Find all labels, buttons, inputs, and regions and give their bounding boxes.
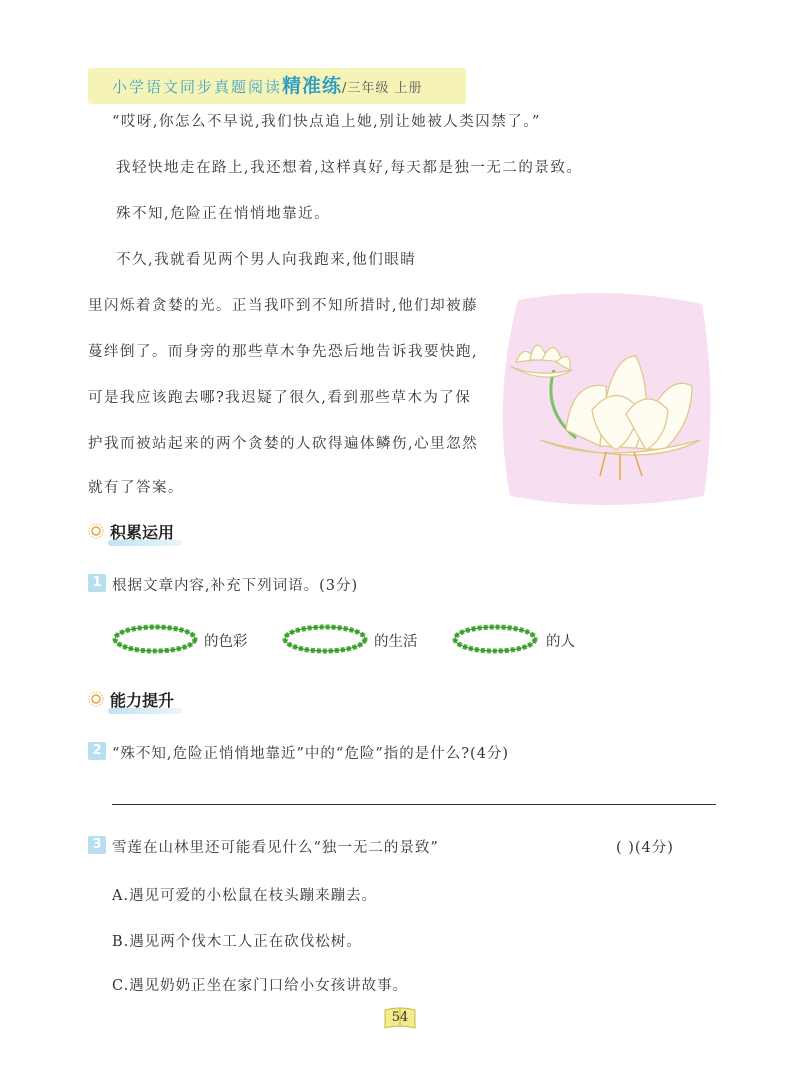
page-number: 54 xyxy=(391,1010,409,1025)
series-title: 小学语文同步真题阅读 xyxy=(112,78,283,96)
answer-bracket-score[interactable]: ( )(4分) xyxy=(616,840,674,856)
story-line-4: 不久,我就看见两个男人向我跑来,他们眼睛 xyxy=(116,252,417,268)
section-heading-improve xyxy=(88,686,182,712)
option-a[interactable]: A.遇见可爱的小松鼠在枝头蹦来蹦去。 xyxy=(112,888,378,904)
wreath-blank-3[interactable] xyxy=(450,622,540,656)
option-c[interactable]: C.遇见奶奶正坐在家门口给小女孩讲故事。 xyxy=(112,978,409,994)
story-line-7: 可是我应该跑去哪?我迟疑了很久,看到那些草木为了保 xyxy=(88,390,472,406)
question-2-text: “殊不知,危险正悄悄地靠近”中的“危险”指的是什么?(4分) xyxy=(112,746,510,762)
answer-line[interactable] xyxy=(112,804,716,805)
question-number: 1 xyxy=(88,574,106,592)
question-1-text: 根据文章内容,补充下列词语。(3分) xyxy=(112,578,359,594)
story-line-3: 殊不知,危险正在悄悄地靠近。 xyxy=(116,206,331,222)
blank-suffix-2: 的生活 xyxy=(374,634,418,650)
blank-suffix-3: 的人 xyxy=(546,634,575,650)
lotus-illustration xyxy=(496,290,714,508)
wreath-blank-2[interactable] xyxy=(280,622,370,656)
question-3-text: 雪莲在山林里还可能看见什么“独一无二的景致” xyxy=(112,840,439,856)
question-number: 3 xyxy=(88,836,106,854)
section-title: 积累运用 xyxy=(108,520,182,543)
sun-deco-icon xyxy=(88,523,104,539)
story-line-6: 蔓绊倒了。而身旁的那些草木争先恐后地告诉我要快跑, xyxy=(88,344,479,360)
section-title: 能力提升 xyxy=(108,688,182,711)
option-b[interactable]: B.遇见两个伐木工人正在砍伐松树。 xyxy=(112,934,362,950)
story-line-9: 就有了答案。 xyxy=(88,480,184,496)
blank-suffix-1: 的色彩 xyxy=(204,634,248,650)
book-header xyxy=(112,73,423,99)
sun-deco-icon xyxy=(88,691,104,707)
story-line-5: 里闪烁着贪婪的光。正当我吓到不知所措时,他们却被藤 xyxy=(88,298,479,314)
story-line-8: 护我而被站起来的两个贪婪的人砍得遍体鳞伤,心里忽然 xyxy=(88,436,479,452)
story-line-1: “哎呀,你怎么不早说,我们快点追上她,别让她被人类囚禁了。” xyxy=(112,114,541,130)
question-number: 2 xyxy=(88,742,106,760)
story-line-2: 我轻快地走在路上,我还想着,这样真好,每天都是独一无二的景致。 xyxy=(116,160,583,176)
page-number-badge xyxy=(383,1004,417,1032)
grade-label: /三年级 上册 xyxy=(342,81,423,96)
brand-title: 精准练 xyxy=(282,75,343,97)
wreath-blank-1[interactable] xyxy=(110,622,200,656)
section-heading-accumulate xyxy=(88,518,182,544)
